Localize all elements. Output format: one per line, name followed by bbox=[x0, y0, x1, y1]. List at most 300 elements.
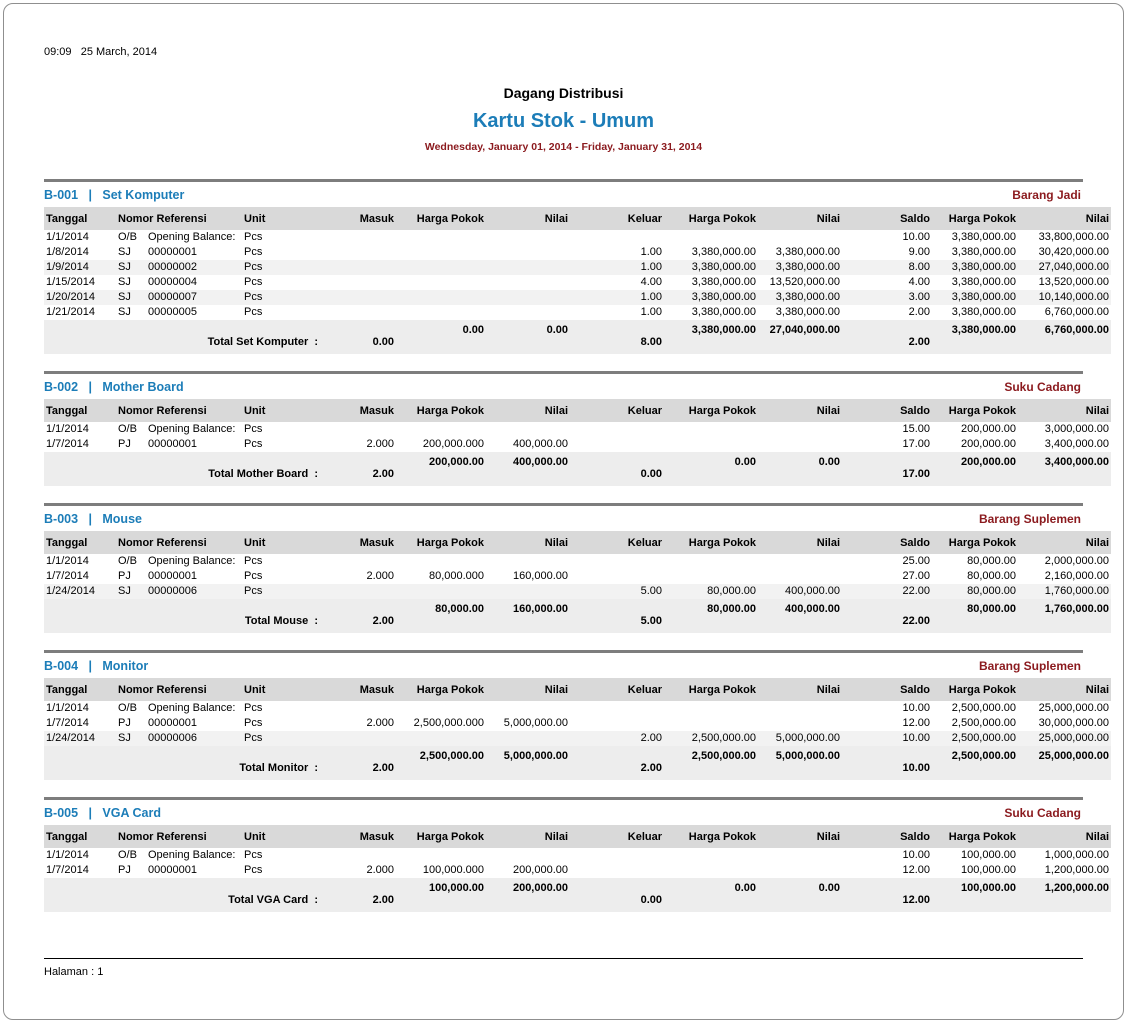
cell-masuk bbox=[330, 305, 396, 320]
cell-masuk-harga-pokok bbox=[396, 275, 486, 290]
col-masuk: Masuk bbox=[330, 399, 396, 422]
item-code-name: B-005 | VGA Card bbox=[44, 806, 161, 820]
cell-tanggal: 1/24/2014 bbox=[44, 731, 116, 746]
cell-masuk: 2.000 bbox=[366, 717, 395, 729]
cell-masuk bbox=[330, 290, 396, 305]
cell-unit: Pcs bbox=[244, 276, 263, 288]
total-masuk: 2.00 bbox=[330, 452, 396, 486]
total-keluar-nilai: 5,000,000.00 bbox=[758, 746, 842, 780]
col-unit: Unit bbox=[242, 207, 330, 230]
cell-keluar-harga-pokok: 3,380,000.00 bbox=[664, 290, 758, 305]
cell-tanggal: 1/1/2014 bbox=[46, 231, 89, 243]
cell-ref-type: SJ bbox=[116, 290, 146, 305]
cell-saldo-harga-pokok: 3,380,000.00 bbox=[951, 231, 1017, 243]
total-masuk: 0.00 bbox=[330, 320, 396, 354]
total-saldo-nilai: 1,200,000.00 bbox=[1018, 878, 1111, 912]
table-row bbox=[44, 701, 1111, 716]
cell-masuk-nilai: 200,000.00 bbox=[512, 864, 569, 876]
cell-keluar: 1.00 bbox=[640, 306, 663, 318]
cell-keluar-harga-pokok: 3,380,000.00 bbox=[691, 246, 757, 258]
cell-saldo: 10.00 bbox=[842, 731, 932, 746]
total-keluar: 8.00 bbox=[570, 320, 664, 354]
cell-saldo: 25.00 bbox=[902, 555, 931, 567]
cell-unit: Pcs bbox=[244, 438, 263, 450]
page-number: Halaman : 1 bbox=[44, 966, 104, 978]
cell-keluar bbox=[570, 848, 664, 863]
table-row bbox=[44, 230, 1111, 245]
col-unit: Unit bbox=[242, 399, 330, 422]
section-header bbox=[44, 800, 1083, 825]
cell-saldo: 3.00 bbox=[842, 290, 932, 305]
col-saldo-nilai: Nilai bbox=[1018, 399, 1111, 422]
cell-tanggal: 1/15/2014 bbox=[46, 276, 95, 288]
col-tanggal: Tanggal bbox=[44, 207, 116, 230]
col-unit: Unit bbox=[242, 825, 330, 848]
cell-ref-type: PJ bbox=[118, 717, 131, 729]
col-keluar-harga-pokok: Harga Pokok bbox=[664, 399, 758, 422]
total-masuk-harga-pokok: 0.00 bbox=[396, 320, 486, 354]
cell-saldo: 8.00 bbox=[842, 260, 932, 275]
col-keluar-harga-pokok: Harga Pokok bbox=[664, 531, 758, 554]
cell-keluar-nilai bbox=[758, 848, 842, 863]
col-masuk-harga-pokok: Harga Pokok bbox=[396, 678, 486, 701]
cell-saldo-nilai: 25,000,000.00 bbox=[1038, 702, 1110, 714]
col-masuk: Masuk bbox=[330, 825, 396, 848]
cell-saldo-nilai: 1,760,000.00 bbox=[1018, 584, 1111, 599]
total-saldo-nilai: 25,000,000.00 bbox=[1018, 746, 1111, 780]
cell-masuk-nilai bbox=[486, 584, 570, 599]
cell-keluar-nilai: 3,380,000.00 bbox=[775, 246, 841, 258]
item-category: Barang Suplemen bbox=[978, 512, 1081, 526]
cell-keluar-harga-pokok bbox=[664, 848, 758, 863]
cell-masuk bbox=[330, 848, 396, 863]
company-name: Dagang Distribusi bbox=[503, 85, 624, 101]
cell-saldo-nilai: 30,000,000.00 bbox=[1038, 717, 1110, 729]
total-saldo: 12.00 bbox=[842, 878, 932, 912]
cell-masuk-nilai bbox=[486, 731, 570, 746]
stock-card-section bbox=[44, 371, 1110, 486]
item-category: Suku Cadang bbox=[1004, 806, 1081, 820]
col-masuk-nilai: Nilai bbox=[486, 399, 570, 422]
col-masuk: Masuk bbox=[330, 531, 396, 554]
cell-masuk-harga-pokok bbox=[396, 260, 486, 275]
column-header-row bbox=[44, 531, 1111, 554]
cell-keluar-harga-pokok bbox=[664, 701, 758, 716]
col-saldo-harga-pokok: Harga Pokok bbox=[932, 825, 1018, 848]
cell-keluar: 4.00 bbox=[640, 276, 663, 288]
col-nomor-referensi: Nomor Referensi bbox=[116, 399, 242, 422]
table-row bbox=[44, 731, 1111, 746]
col-masuk-harga-pokok: Harga Pokok bbox=[396, 207, 486, 230]
cell-unit: Pcs bbox=[242, 290, 330, 305]
cell-saldo-harga-pokok: 100,000.00 bbox=[960, 849, 1017, 861]
cell-masuk-harga-pokok bbox=[396, 731, 486, 746]
total-masuk-nilai: 5,000,000.00 bbox=[486, 746, 570, 780]
cell-saldo-nilai: 1,000,000.00 bbox=[1044, 849, 1110, 861]
cell-keluar bbox=[570, 422, 664, 437]
cell-keluar-harga-pokok bbox=[664, 716, 758, 731]
cell-saldo-nilai: 1,200,000.00 bbox=[1044, 864, 1110, 876]
column-header-row bbox=[44, 399, 1111, 422]
cell-keluar-nilai bbox=[758, 569, 842, 584]
cell-keluar-harga-pokok bbox=[664, 230, 758, 245]
total-keluar-nilai: 0.00 bbox=[758, 452, 842, 486]
cell-unit: Pcs bbox=[244, 849, 263, 861]
cell-tanggal: 1/8/2014 bbox=[46, 246, 89, 258]
col-saldo-harga-pokok: Harga Pokok bbox=[932, 531, 1018, 554]
cell-ref-number: 00000005 bbox=[148, 306, 197, 318]
total-saldo: 2.00 bbox=[842, 320, 932, 354]
total-masuk-nilai: 160,000.00 bbox=[486, 599, 570, 633]
col-masuk-nilai: Nilai bbox=[486, 207, 570, 230]
cell-ref-number: 00000001 bbox=[148, 864, 197, 876]
cell-tanggal: 1/9/2014 bbox=[44, 260, 116, 275]
cell-unit: Pcs bbox=[242, 731, 330, 746]
cell-saldo-harga-pokok: 3,380,000.00 bbox=[951, 306, 1017, 318]
table-row bbox=[44, 848, 1111, 863]
total-masuk-nilai: 0.00 bbox=[486, 320, 570, 354]
col-tanggal: Tanggal bbox=[44, 531, 116, 554]
cell-keluar-harga-pokok: 3,380,000.00 bbox=[691, 276, 757, 288]
cell-masuk-harga-pokok: 100,000.000 bbox=[422, 864, 485, 876]
cell-saldo-nilai: 6,760,000.00 bbox=[1044, 306, 1110, 318]
column-header-row bbox=[44, 825, 1111, 848]
total-keluar: 0.00 bbox=[570, 452, 664, 486]
table-row bbox=[44, 437, 1111, 452]
cell-keluar-nilai: 400,000.00 bbox=[758, 584, 842, 599]
item-code-name: B-002 | Mother Board bbox=[44, 380, 184, 394]
cell-saldo: 27.00 bbox=[902, 570, 931, 582]
cell-keluar bbox=[570, 863, 664, 878]
stock-table bbox=[44, 678, 1111, 780]
col-keluar: Keluar bbox=[570, 825, 664, 848]
col-tanggal: Tanggal bbox=[44, 399, 116, 422]
cell-ref-type: O/B bbox=[118, 555, 137, 567]
section-header bbox=[44, 653, 1083, 678]
table-row bbox=[44, 422, 1111, 437]
cell-keluar-harga-pokok bbox=[664, 422, 758, 437]
cell-masuk-nilai bbox=[486, 422, 570, 437]
cell-saldo: 17.00 bbox=[902, 438, 931, 450]
col-keluar-harga-pokok: Harga Pokok bbox=[664, 207, 758, 230]
table-row bbox=[44, 290, 1111, 305]
col-keluar: Keluar bbox=[570, 207, 664, 230]
cell-saldo: 10.00 bbox=[902, 231, 931, 243]
cell-masuk bbox=[330, 701, 396, 716]
cell-saldo: 4.00 bbox=[908, 276, 931, 288]
cell-masuk: 2.000 bbox=[366, 570, 395, 582]
cell-masuk bbox=[330, 275, 396, 290]
cell-keluar-nilai: 3,380,000.00 bbox=[758, 290, 842, 305]
cell-unit: Pcs bbox=[244, 246, 263, 258]
item-code-name: B-001 | Set Komputer bbox=[44, 188, 185, 202]
col-saldo-nilai: Nilai bbox=[1018, 531, 1111, 554]
total-keluar-harga-pokok: 0.00 bbox=[664, 878, 758, 912]
cell-keluar-nilai bbox=[758, 230, 842, 245]
cell-ref-type: SJ bbox=[118, 306, 131, 318]
cell-ref-number: Opening Balance: bbox=[148, 231, 236, 243]
col-saldo-nilai: Nilai bbox=[1018, 207, 1111, 230]
cell-keluar bbox=[570, 437, 664, 452]
cell-keluar-harga-pokok: 2,500,000.00 bbox=[664, 731, 758, 746]
total-saldo-harga-pokok: 2,500,000.00 bbox=[932, 746, 1018, 780]
table-row bbox=[44, 584, 1111, 599]
cell-masuk bbox=[330, 584, 396, 599]
cell-masuk-harga-pokok bbox=[396, 290, 486, 305]
cell-keluar-nilai bbox=[758, 716, 842, 731]
cell-ref-type: PJ bbox=[118, 438, 131, 450]
cell-ref-number: 00000007 bbox=[146, 290, 242, 305]
cell-masuk-harga-pokok: 80,000.000 bbox=[428, 570, 485, 582]
stock-card-section bbox=[44, 503, 1110, 633]
cell-masuk: 2.000 bbox=[366, 864, 395, 876]
table-row bbox=[44, 716, 1111, 731]
cell-masuk-nilai bbox=[486, 260, 570, 275]
cell-keluar: 2.00 bbox=[570, 731, 664, 746]
cell-saldo-harga-pokok: 100,000.00 bbox=[960, 864, 1017, 876]
cell-tanggal: 1/24/2014 bbox=[44, 584, 116, 599]
col-saldo-harga-pokok: Harga Pokok bbox=[932, 207, 1018, 230]
cell-saldo: 22.00 bbox=[842, 584, 932, 599]
cell-masuk bbox=[330, 260, 396, 275]
cell-unit: Pcs bbox=[244, 702, 263, 714]
cell-keluar-nilai bbox=[758, 701, 842, 716]
total-keluar: 2.00 bbox=[570, 746, 664, 780]
table-row bbox=[44, 554, 1111, 569]
cell-keluar-harga-pokok bbox=[664, 437, 758, 452]
total-keluar: 5.00 bbox=[570, 599, 664, 633]
cell-tanggal: 1/7/2014 bbox=[46, 438, 89, 450]
cell-unit: Pcs bbox=[244, 231, 263, 243]
cell-unit: Pcs bbox=[244, 306, 263, 318]
cell-tanggal: 1/20/2014 bbox=[44, 290, 116, 305]
col-keluar-nilai: Nilai bbox=[758, 678, 842, 701]
cell-ref-type: PJ bbox=[118, 570, 131, 582]
cell-ref-number: 00000001 bbox=[148, 570, 197, 582]
cell-ref-number: 00000002 bbox=[146, 260, 242, 275]
cell-masuk-harga-pokok bbox=[396, 848, 486, 863]
cell-saldo-harga-pokok: 2,500,000.00 bbox=[932, 731, 1018, 746]
cell-saldo-nilai: 33,800,000.00 bbox=[1038, 231, 1110, 243]
col-keluar-nilai: Nilai bbox=[758, 531, 842, 554]
cell-saldo-harga-pokok: 200,000.00 bbox=[960, 423, 1017, 435]
total-keluar-nilai: 400,000.00 bbox=[758, 599, 842, 633]
cell-keluar-harga-pokok: 3,380,000.00 bbox=[691, 306, 757, 318]
stock-card-section bbox=[44, 650, 1110, 780]
total-saldo-harga-pokok: 100,000.00 bbox=[932, 878, 1018, 912]
cell-saldo: 10.00 bbox=[902, 849, 931, 861]
cell-ref-type: O/B bbox=[118, 423, 137, 435]
stock-table bbox=[44, 531, 1111, 633]
item-category: Barang Jadi bbox=[1012, 188, 1081, 202]
cell-ref-number: Opening Balance: bbox=[148, 849, 236, 861]
col-saldo-harga-pokok: Harga Pokok bbox=[932, 678, 1018, 701]
cell-saldo-nilai: 10,140,000.00 bbox=[1018, 290, 1111, 305]
cell-saldo-nilai: 2,000,000.00 bbox=[1044, 555, 1110, 567]
cell-saldo-harga-pokok: 2,500,000.00 bbox=[951, 702, 1017, 714]
cell-ref-type: SJ bbox=[118, 276, 131, 288]
cell-saldo-nilai: 3,400,000.00 bbox=[1044, 438, 1110, 450]
cell-ref-number: Opening Balance: bbox=[148, 423, 236, 435]
cell-saldo-nilai: 25,000,000.00 bbox=[1018, 731, 1111, 746]
cell-keluar-harga-pokok: 80,000.00 bbox=[664, 584, 758, 599]
col-unit: Unit bbox=[242, 531, 330, 554]
cell-masuk-nilai bbox=[486, 275, 570, 290]
cell-keluar-nilai bbox=[758, 437, 842, 452]
report-period: Wednesday, January 01, 2014 - Friday, January 31, 2014 bbox=[424, 141, 703, 153]
cell-masuk-nilai: 5,000,000.00 bbox=[503, 717, 569, 729]
cell-ref-type: SJ bbox=[116, 584, 146, 599]
cell-ref-number: Opening Balance: bbox=[148, 702, 236, 714]
cell-saldo-harga-pokok: 3,380,000.00 bbox=[932, 260, 1018, 275]
total-saldo-nilai: 6,760,000.00 bbox=[1018, 320, 1111, 354]
col-saldo-harga-pokok: Harga Pokok bbox=[932, 399, 1018, 422]
total-label: Total Mouse : bbox=[44, 599, 330, 633]
total-masuk: 2.00 bbox=[330, 599, 396, 633]
cell-saldo: 15.00 bbox=[902, 423, 931, 435]
col-masuk-harga-pokok: Harga Pokok bbox=[396, 399, 486, 422]
cell-ref-type: O/B bbox=[118, 702, 137, 714]
stock-card-sections bbox=[44, 179, 1110, 912]
total-saldo: 10.00 bbox=[842, 746, 932, 780]
total-masuk-harga-pokok: 80,000.00 bbox=[396, 599, 486, 633]
cell-saldo-harga-pokok: 3,380,000.00 bbox=[951, 246, 1017, 258]
stock-table bbox=[44, 399, 1111, 486]
cell-ref-number: 00000006 bbox=[146, 584, 242, 599]
cell-masuk: 2.000 bbox=[366, 438, 395, 450]
cell-masuk-harga-pokok bbox=[396, 245, 486, 260]
cell-masuk bbox=[330, 731, 396, 746]
cell-unit: Pcs bbox=[244, 864, 263, 876]
item-category: Suku Cadang bbox=[1004, 380, 1081, 394]
cell-ref-number: Opening Balance: bbox=[148, 555, 236, 567]
col-tanggal: Tanggal bbox=[44, 678, 116, 701]
cell-ref-number: 00000001 bbox=[148, 438, 197, 450]
stock-table bbox=[44, 825, 1111, 912]
cell-ref-number: 00000006 bbox=[146, 731, 242, 746]
col-nomor-referensi: Nomor Referensi bbox=[116, 825, 242, 848]
col-saldo-nilai: Nilai bbox=[1018, 825, 1111, 848]
report-content bbox=[4, 4, 1123, 978]
total-saldo: 17.00 bbox=[842, 452, 932, 486]
stock-table bbox=[44, 207, 1111, 354]
cell-tanggal: 1/1/2014 bbox=[46, 702, 89, 714]
cell-tanggal: 1/7/2014 bbox=[46, 864, 89, 876]
total-saldo: 22.00 bbox=[842, 599, 932, 633]
total-masuk-harga-pokok: 200,000.00 bbox=[396, 452, 486, 486]
table-row bbox=[44, 569, 1111, 584]
table-row bbox=[44, 260, 1111, 275]
cell-masuk-harga-pokok bbox=[396, 701, 486, 716]
cell-masuk-harga-pokok bbox=[396, 422, 486, 437]
cell-masuk-nilai bbox=[486, 305, 570, 320]
cell-saldo: 12.00 bbox=[902, 864, 931, 876]
cell-ref-number: 00000001 bbox=[148, 717, 197, 729]
cell-ref-type: SJ bbox=[116, 260, 146, 275]
cell-keluar: 1.00 bbox=[570, 290, 664, 305]
cell-masuk bbox=[330, 230, 396, 245]
cell-masuk-nilai bbox=[486, 554, 570, 569]
total-row bbox=[44, 878, 1111, 912]
cell-masuk-harga-pokok: 2,500,000.000 bbox=[413, 717, 485, 729]
section-header bbox=[44, 374, 1083, 399]
col-keluar: Keluar bbox=[570, 678, 664, 701]
cell-masuk-nilai bbox=[486, 245, 570, 260]
cell-masuk-nilai: 160,000.00 bbox=[512, 570, 569, 582]
cell-masuk-harga-pokok bbox=[396, 230, 486, 245]
cell-keluar-nilai bbox=[758, 422, 842, 437]
cell-saldo: 9.00 bbox=[908, 246, 931, 258]
cell-masuk-nilai bbox=[486, 290, 570, 305]
total-masuk: 2.00 bbox=[330, 746, 396, 780]
cell-keluar-harga-pokok bbox=[664, 863, 758, 878]
cell-keluar: 5.00 bbox=[570, 584, 664, 599]
column-header-row bbox=[44, 678, 1111, 701]
col-keluar-nilai: Nilai bbox=[758, 399, 842, 422]
cell-saldo-harga-pokok: 3,380,000.00 bbox=[951, 276, 1017, 288]
cell-keluar-harga-pokok bbox=[664, 569, 758, 584]
cell-tanggal: 1/1/2014 bbox=[46, 555, 89, 567]
cell-keluar bbox=[570, 554, 664, 569]
cell-saldo-harga-pokok: 2,500,000.00 bbox=[951, 717, 1017, 729]
total-row bbox=[44, 746, 1111, 780]
cell-keluar-nilai bbox=[758, 863, 842, 878]
total-label: Total Mother Board : bbox=[44, 452, 330, 486]
cell-ref-type: SJ bbox=[118, 246, 131, 258]
cell-tanggal: 1/1/2014 bbox=[46, 423, 89, 435]
col-saldo-nilai: Nilai bbox=[1018, 678, 1111, 701]
cell-keluar bbox=[570, 569, 664, 584]
col-keluar-harga-pokok: Harga Pokok bbox=[664, 678, 758, 701]
cell-masuk-nilai bbox=[486, 848, 570, 863]
cell-keluar bbox=[570, 230, 664, 245]
total-masuk-nilai: 200,000.00 bbox=[486, 878, 570, 912]
col-masuk: Masuk bbox=[330, 207, 396, 230]
col-keluar-nilai: Nilai bbox=[758, 207, 842, 230]
total-row bbox=[44, 320, 1111, 354]
col-saldo: Saldo bbox=[842, 678, 932, 701]
item-code-name: B-004 | Monitor bbox=[44, 659, 149, 673]
col-unit: Unit bbox=[242, 678, 330, 701]
col-masuk-nilai: Nilai bbox=[486, 531, 570, 554]
cell-keluar-nilai: 3,380,000.00 bbox=[758, 260, 842, 275]
cell-unit: Pcs bbox=[244, 555, 263, 567]
report-title: Kartu Stok - Umum bbox=[472, 110, 655, 132]
cell-ref-type: PJ bbox=[118, 864, 131, 876]
cell-masuk-harga-pokok bbox=[396, 554, 486, 569]
col-saldo: Saldo bbox=[842, 399, 932, 422]
cell-keluar bbox=[570, 701, 664, 716]
table-row bbox=[44, 245, 1111, 260]
cell-tanggal: 1/1/2014 bbox=[46, 849, 89, 861]
total-keluar-nilai: 27,040,000.00 bbox=[758, 320, 842, 354]
cell-ref-type: O/B bbox=[118, 849, 137, 861]
table-row bbox=[44, 305, 1111, 320]
cell-keluar-nilai: 3,380,000.00 bbox=[775, 306, 841, 318]
col-masuk: Masuk bbox=[330, 678, 396, 701]
col-nomor-referensi: Nomor Referensi bbox=[116, 678, 242, 701]
cell-saldo-nilai: 13,520,000.00 bbox=[1038, 276, 1110, 288]
cell-keluar: 1.00 bbox=[640, 246, 663, 258]
total-keluar-nilai: 0.00 bbox=[758, 878, 842, 912]
col-tanggal: Tanggal bbox=[44, 825, 116, 848]
cell-unit: Pcs bbox=[242, 260, 330, 275]
cell-unit: Pcs bbox=[244, 570, 263, 582]
table-row bbox=[44, 863, 1111, 878]
total-row bbox=[44, 599, 1111, 633]
table-row bbox=[44, 275, 1111, 290]
cell-tanggal: 1/7/2014 bbox=[46, 717, 89, 729]
